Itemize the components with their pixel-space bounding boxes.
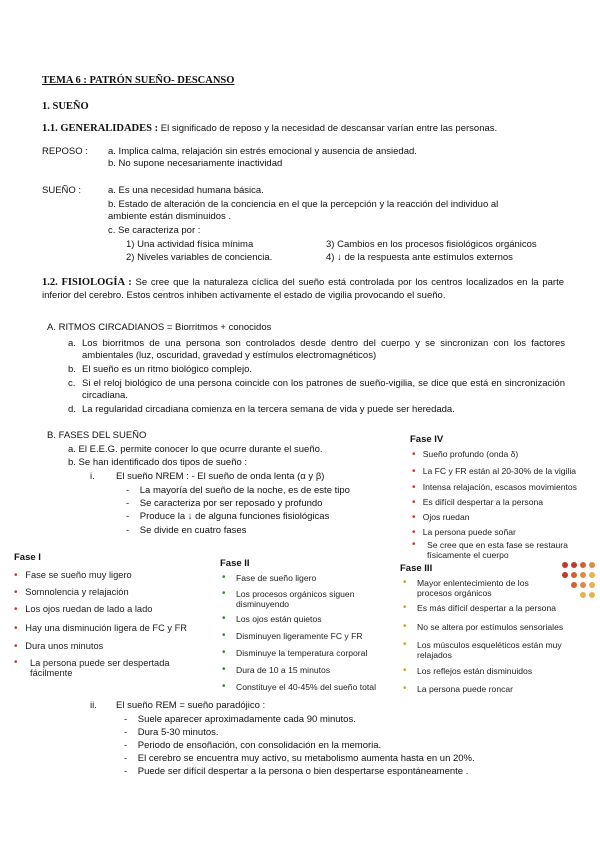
fase4-item: • Intensa relajación, escasos movimientos [412,482,577,493]
ritmos-heading: A. RITMOS CIRCADIANOS = Biorritmos + conocidos [47,322,272,333]
fase3-item: • La persona puede roncar [403,683,514,694]
generalidades-text: El significado de reposo y la necesidad de descansar varían entre las personas. [158,123,498,134]
fase2-item: • Los procesos orgánicos siguen disminuyendo [222,588,355,609]
nrem-item: - Se caracteriza por ser reposado y profundo [126,498,323,509]
fase4-item: • La persona puede soñar [412,527,516,538]
fase2-item: • Disminuye la temperatura corporal [222,647,368,658]
sueno-c: c. Se caracteriza por : [108,225,201,236]
section-1-heading: 1. SUEÑO [42,101,89,112]
sueno-c1: 1) Una actividad física mínima [126,239,254,250]
rem-item: - Puede ser difícil despertar a la persona o bien despertarse espontáneamente . [124,766,469,777]
fisiologia-paragraph [42,276,564,302]
sueno-c2: 2) Niveles variables de conciencia. [126,252,273,263]
fase3-item: • Los músculos esqueléticos están muy relajados [403,639,562,660]
fase3-title: Fase III [400,563,433,574]
fase3-item: • Es más difícil despertar a la persona [403,602,556,613]
sueno-label: SUEÑO : [42,185,82,196]
fase1-item: • La persona puede ser despertada fácilmente [14,657,170,678]
sueno-b1: b. Estado de alteración de la conciencia en el que la percepción y la reacción del individuo al [108,199,499,210]
fase4-item: • La FC y FR están al 20-30% de la vigilia [412,466,577,477]
reposo-a: a. Implica calma, relajación sin estrés emocional y ausencia de ansiedad. [108,146,417,157]
fisiologia-text: Se cree que la naturaleza cíclica del sueño está controlada por los centros localizados en la parte inferior del cerebro. Estos centros inhiben activamente el estado de vigilia provocando el sueño. [42,277,564,301]
fase2-item: • Los ojos están quietos [222,613,322,624]
fase3-item: • No se altera por estímulos sensoriales [403,621,564,632]
fase1-item: • Fase se sueño muy ligero [14,570,132,581]
fisiologia-heading: 1.2. FISIOLOGÍA : [42,277,132,288]
fase4-item: • Se cree que en esta fase se restaura físicamente el cuerpo [412,539,568,560]
fases-b: b. Se han identificado dos tipos de sueño : [68,457,248,468]
rem-item: - Suele aparecer aproximadamente cada 90 minutos. [124,714,356,725]
nrem-item: - Se divide en cuatro fases [126,525,247,536]
fases-i-marker: i. [90,471,95,482]
fase2-title: Fase II [220,558,250,569]
fase2-item: • Fase de sueño ligero [222,572,317,583]
fase2-item: • Disminuyen ligeramente FC y FR [222,630,363,641]
fase3-item: • Los reflejos están disminuidos [403,665,533,676]
sueno-c4: 4) ↓ de la respuesta ante estímulos externos [326,252,513,263]
fase1-item: • Los ojos ruedan de lado a lado [14,604,153,615]
fase2-item: • Constituye el 40-45% del sueño total [222,681,376,692]
page-title: TEMA 6 : PATRÓN SUEÑO- DESCANSO [42,75,235,86]
sueno-c3: 3) Cambios en los procesos fisiológicos orgánicos [326,239,537,250]
sueno-b2: ambiente están disminuidos . [108,211,232,222]
ritmos-item-a: a. Los biorritmos de una persona son controlados desde dentro del cuerpo y se sincronizan con los factores ambientales (luz, oscuridad, gravedad y estímulos electromagnéticos) [68,338,565,361]
fase4-title: Fase IV [410,434,444,445]
fase1-item: • Hay una disminución ligera de FC y FR [14,623,187,634]
reposo-label: REPOSO : [42,146,88,157]
fase4-item: • Ojos ruedan [412,512,470,523]
nrem-item: - Produce la ↓ de alguna funciones fisiológicas [126,511,330,522]
fase2-item: • Dura de 10 a 15 minutos [222,664,331,675]
fase4-item: • Es difícil despertar a la persona [412,497,544,508]
fase1-title: Fase I [14,552,41,563]
fases-ii-marker: ii. [90,700,97,711]
reposo-b: b. No supone necesariamente inactividad [108,158,283,169]
fases-heading: B. FASES DEL SUEÑO [47,430,147,441]
ritmos-item-b: b. El sueño es un ritmo biológico complejo. [68,364,253,375]
rem-item: - Periodo de ensoñación, con consolidación en la memoria. [124,740,382,751]
ritmos-item-c: c. Si el reloj biológico de una persona coincide con los patrones de sueño-vigilia, se dice que está en sincronización circadiana. [68,378,565,401]
fase3-item: • Mayor enlentecimiento de los procesos orgánicos [403,577,529,598]
sueno-a: a. Es una necesidad humana básica. [108,185,264,196]
rem-heading: El sueño REM = sueño paradójico : [116,700,266,711]
fase4-item: • Sueño profundo (onda δ) [412,449,519,460]
ritmos-item-d: d. La regularidad circadiana comienza en la tercera semana de vida y puede ser heredada. [68,404,455,415]
generalidades-line [42,123,497,134]
rem-item: - El cerebro se encuentra muy activo, su metabolismo aumenta hasta en un 20%. [124,753,475,764]
fase1-item: • Dura unos minutos [14,641,104,652]
rem-item: - Dura 5-30 minutos. [124,727,219,738]
fase1-item: • Somnolencia y relajación [14,587,129,598]
nrem-heading: El sueño NREM : - El sueño de onda lenta (α y β) [116,471,325,482]
generalidades-heading: 1.1. GENERALIDADES : [42,123,159,134]
nrem-item: - La mayoría del sueño de la noche, es de este tipo [126,485,350,496]
fases-a: a. El E.E.G. permite conocer lo que ocurre durante el sueño. [68,444,323,455]
